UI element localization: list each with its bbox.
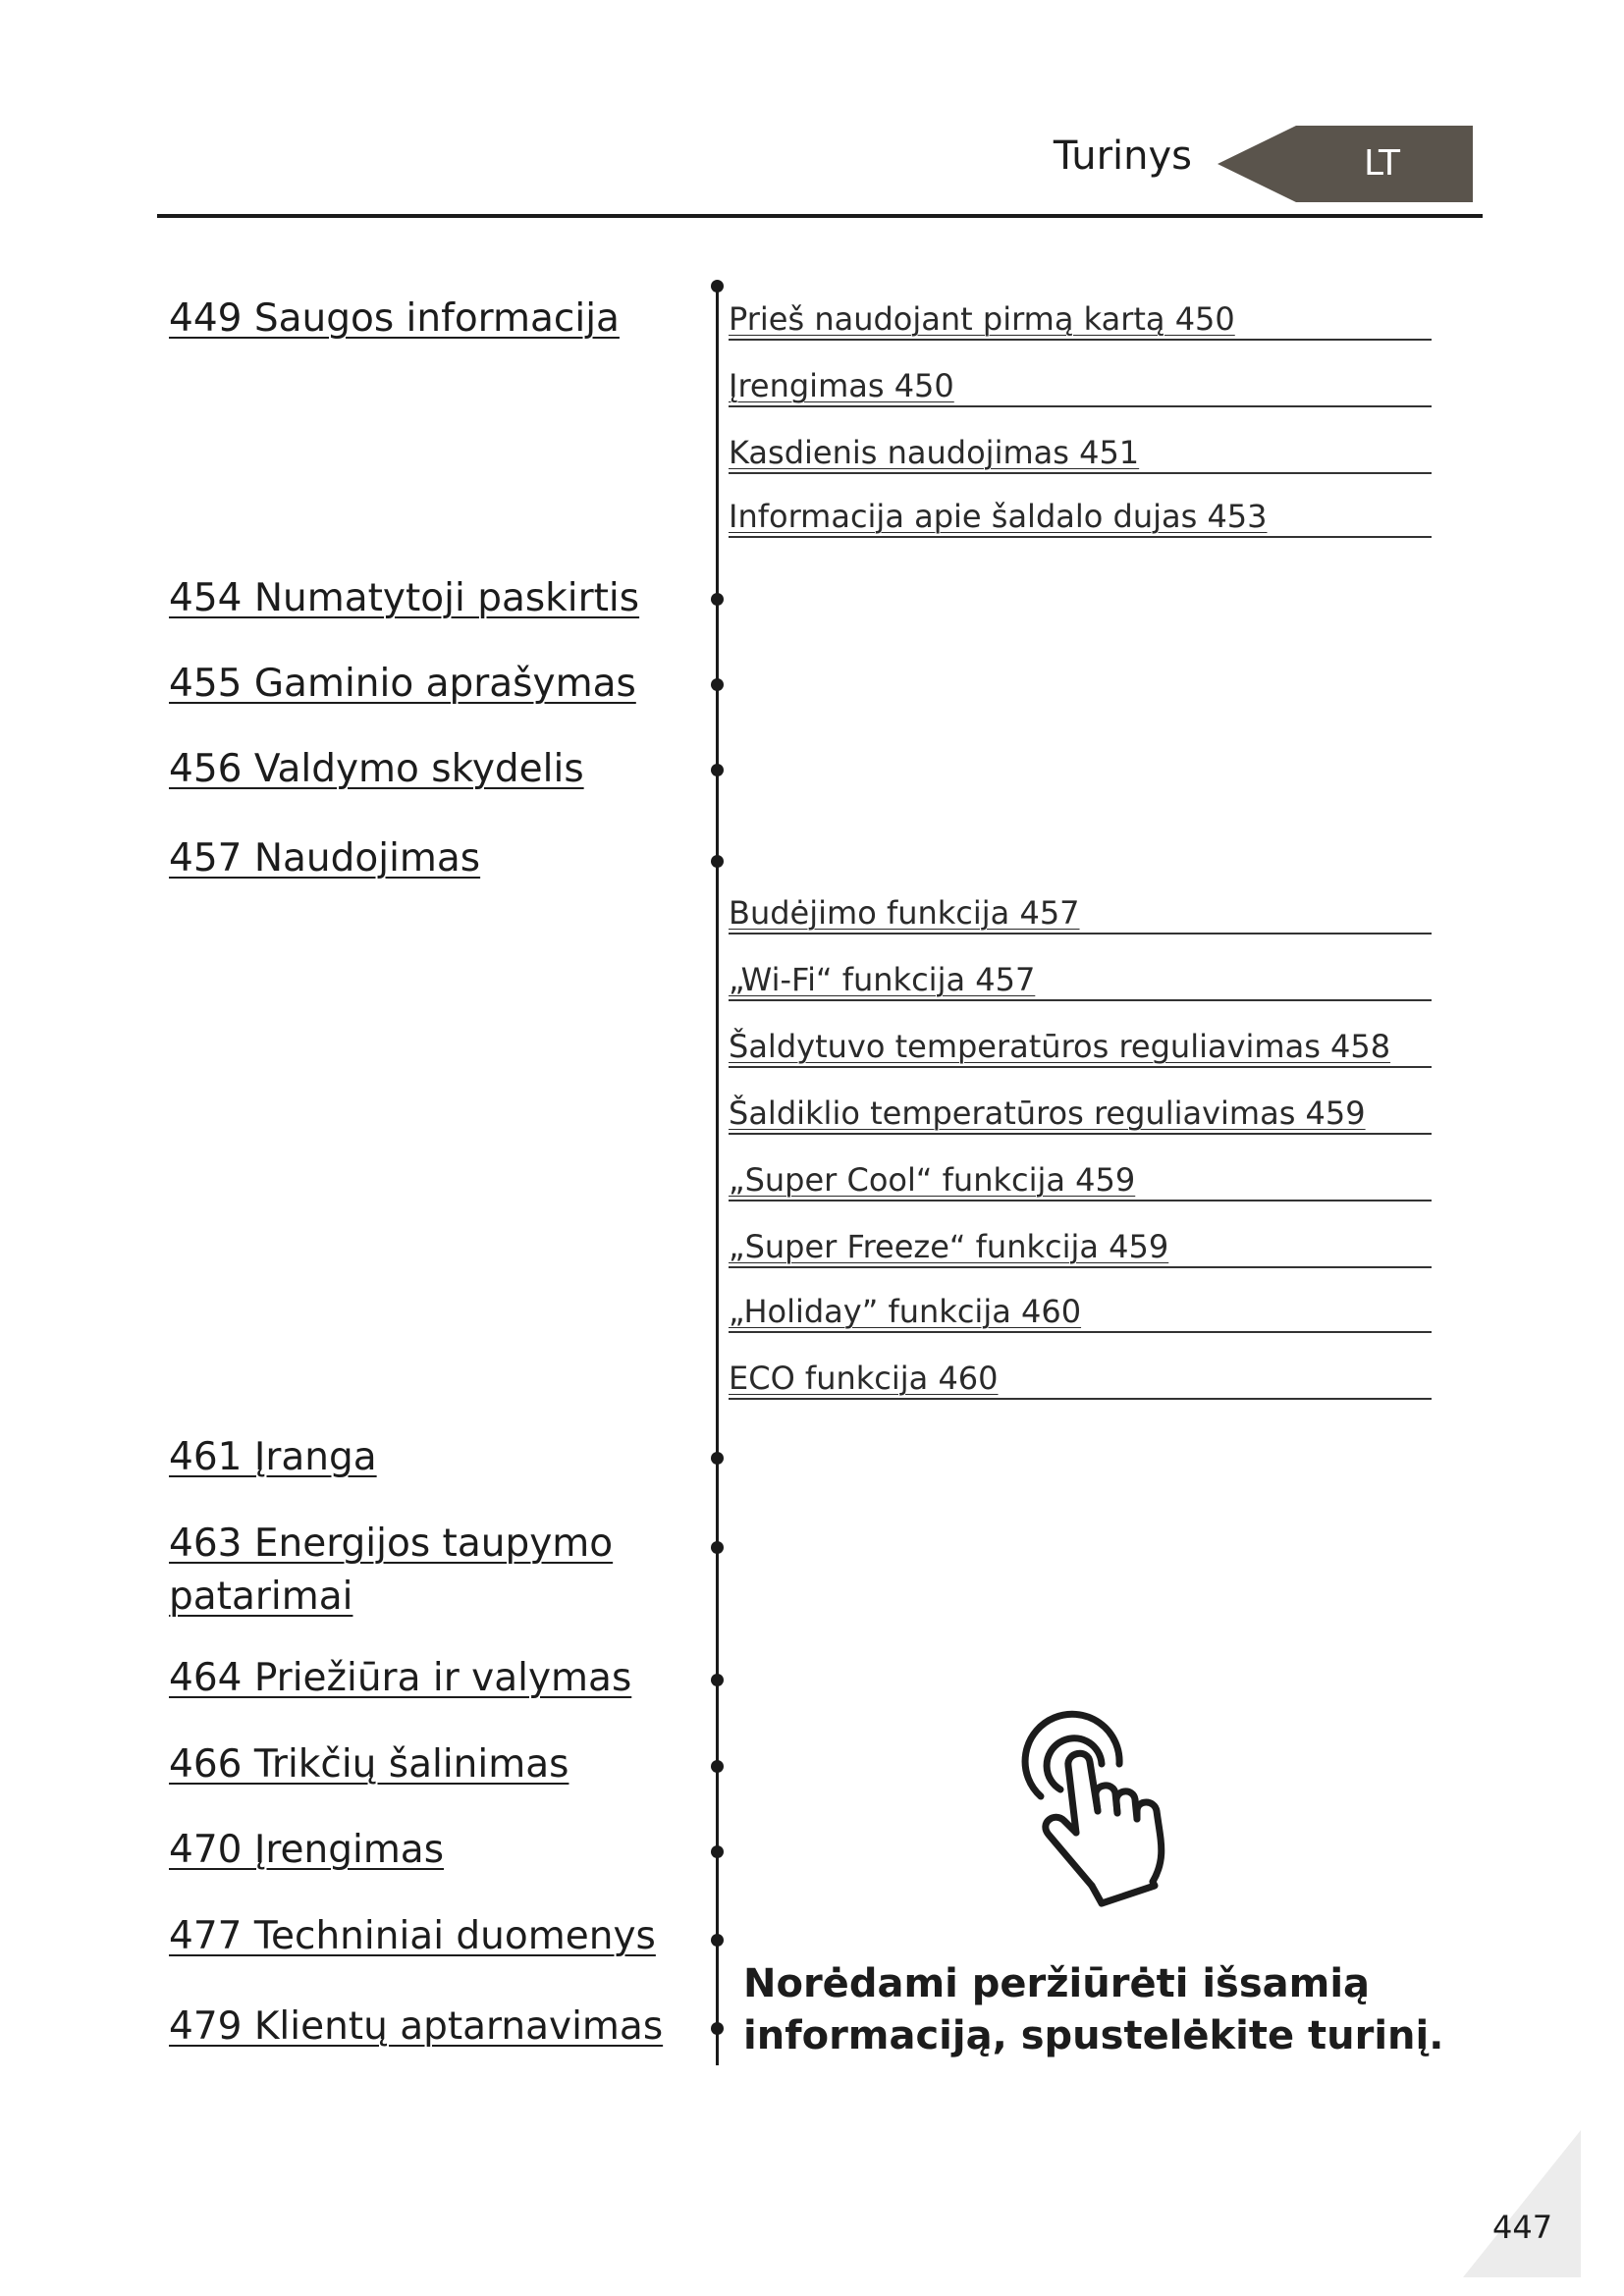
timeline-dot: [711, 1934, 724, 1947]
language-tab-label: LT: [1363, 143, 1401, 184]
toc-link-intended-use[interactable]: 454 Numatytoji paskirtis: [169, 576, 640, 620]
timeline-line: [716, 285, 719, 2065]
page-title: Turinys: [1053, 133, 1192, 179]
timeline-dot: [711, 1845, 724, 1858]
page-corner-decoration: [1463, 2130, 1581, 2277]
toc-link-installation[interactable]: 470 Įrengimas: [169, 1828, 445, 1872]
toc-link-equipment[interactable]: 461 Įranga: [169, 1435, 377, 1479]
timeline-dot: [711, 1760, 724, 1773]
toc-sub-link-eco[interactable]: ECO funkcija 460: [729, 1359, 1432, 1400]
toc-link-technical-data[interactable]: 477 Techniniai duomenys: [169, 1914, 656, 1958]
toc-sub-link-standby[interactable]: Budėjimo funkcija 457: [729, 893, 1432, 934]
toc-sub-link-installation[interactable]: Įrengimas 450: [729, 366, 1432, 407]
toc-sub-link-super-freeze[interactable]: „Super Freeze“ funkcija 459: [729, 1227, 1432, 1268]
toc-sub-link-fridge-temp[interactable]: Šaldytuvo temperatūros reguliavimas 458: [729, 1027, 1432, 1068]
timeline-dot: [711, 280, 724, 293]
instruction-note-line1: Norėdami peržiūrėti išsamią: [743, 1961, 1371, 2006]
instruction-note-line2: informaciją, spustelėkite turinį.: [743, 2013, 1444, 2058]
toc-link-troubleshooting[interactable]: 466 Trikčių šalinimas: [169, 1742, 569, 1787]
toc-link-control-panel[interactable]: 456 Valdymo skydelis: [169, 747, 584, 791]
timeline-dot: [711, 855, 724, 868]
timeline-dot: [711, 593, 724, 606]
toc-sub-link-daily-use[interactable]: Kasdienis naudojimas 451: [729, 433, 1432, 474]
toc-link-customer-service[interactable]: 479 Klientų aptarnavimas: [169, 2004, 664, 2049]
timeline-dot: [711, 1452, 724, 1465]
toc-sub-link-before-first-use[interactable]: Prieš naudojant pirmą kartą 450: [729, 299, 1432, 341]
toc-link-usage[interactable]: 457 Naudojimas: [169, 836, 481, 881]
timeline-dot: [711, 764, 724, 776]
toc-link-energy-saving-line1: 463 Energijos taupymo: [169, 1522, 614, 1566]
timeline-dot: [711, 1674, 724, 1686]
toc-link-product-description[interactable]: 455 Gaminio aprašymas: [169, 662, 636, 706]
toc-sub-link-super-cool[interactable]: „Super Cool“ funkcija 459: [729, 1160, 1432, 1201]
toc-sub-link-holiday[interactable]: „Holiday” funkcija 460: [729, 1292, 1432, 1333]
toc-sub-link-freezer-temp[interactable]: Šaldiklio temperatūros reguliavimas 459: [729, 1094, 1432, 1135]
toc-sub-link-refrigerant-info[interactable]: Informacija apie šaldalo dujas 453: [729, 497, 1432, 538]
header-divider: [157, 214, 1483, 218]
toc-link-care-cleaning[interactable]: 464 Priežiūra ir valymas: [169, 1656, 632, 1700]
toc-sub-link-wifi[interactable]: „Wi-Fi“ funkcija 457: [729, 960, 1432, 1001]
instruction-note: [743, 1958, 1443, 2062]
timeline-dot: [711, 2022, 724, 2035]
toc-link-energy-saving-line2: patarimai: [169, 1575, 353, 1619]
toc-link-safety[interactable]: 449 Saugos informacija: [169, 296, 620, 341]
timeline-dot: [711, 1541, 724, 1554]
hand-pointer-icon: [1011, 1703, 1198, 1919]
timeline-dot: [711, 678, 724, 691]
page-number: 447: [1492, 2209, 1553, 2246]
toc-link-energy-saving[interactable]: [169, 1518, 613, 1624]
